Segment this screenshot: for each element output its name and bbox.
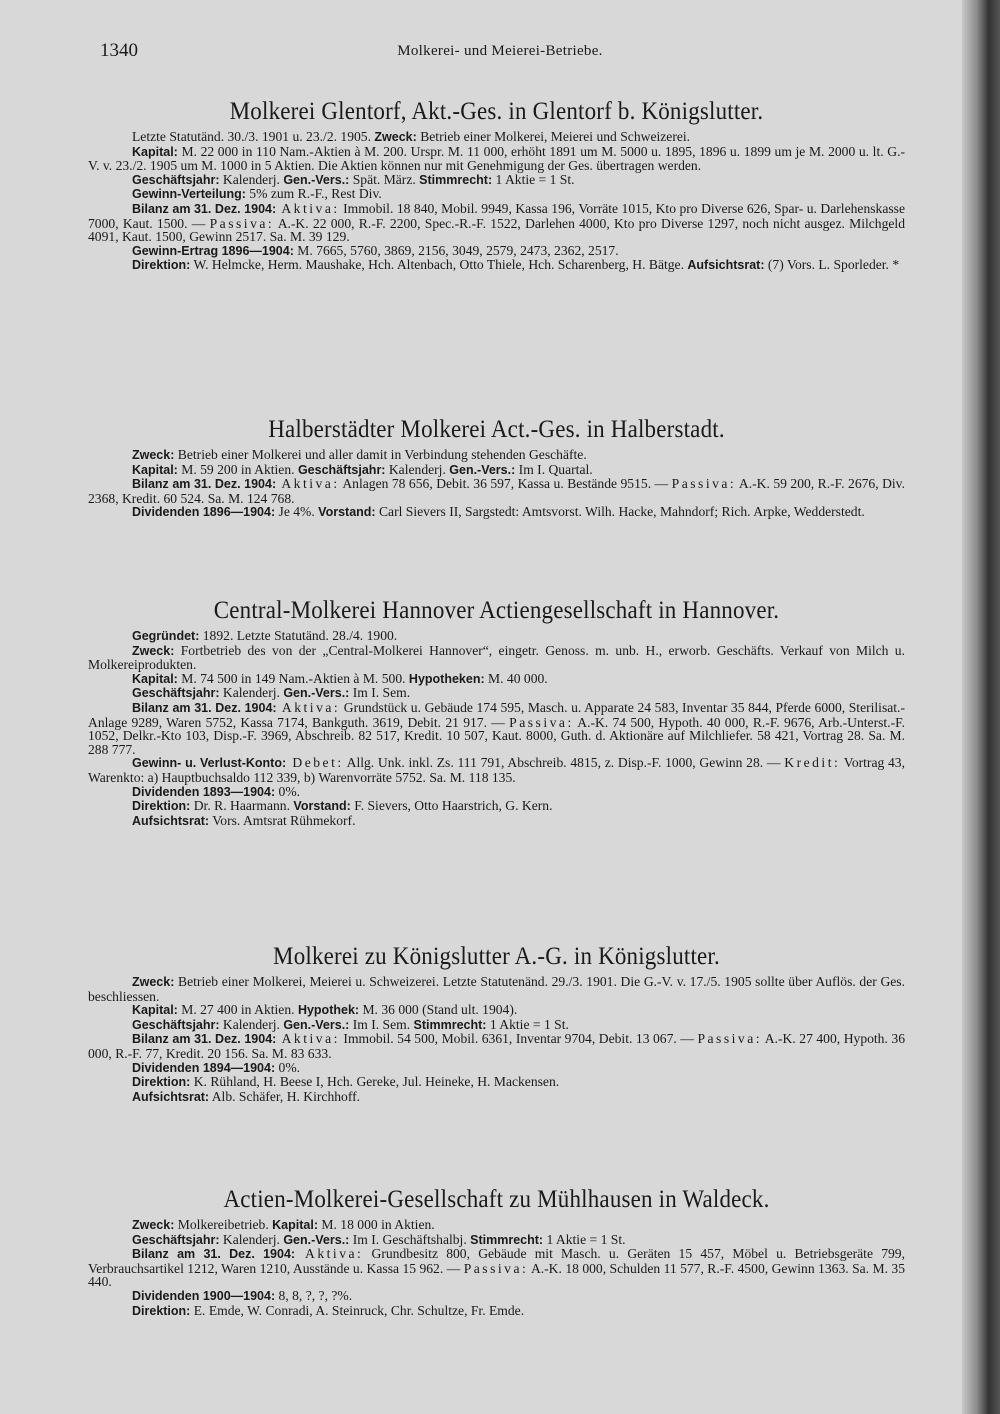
field-text: 1 Aktie = 1 St. — [486, 1016, 569, 1032]
field-text: Kalenderj. — [385, 461, 450, 477]
entry-body — [88, 1218, 905, 1318]
field-text: Kalenderj. — [219, 1016, 284, 1032]
field-text: Letzte Statutänd. 30./3. 1901 u. 23./2. 1905. — [132, 129, 375, 144]
entry-paragraph — [88, 1304, 905, 1319]
entry-paragraph — [88, 799, 905, 814]
field-label: Gen.-Vers.: — [283, 1232, 350, 1247]
entry-paragraph — [88, 701, 905, 756]
spaced-label: Passiva: — [209, 215, 275, 231]
field-label: Geschäftsjahr: — [132, 172, 220, 187]
spaced-label: Kredit: — [784, 755, 841, 771]
field-label: Dividenden 1893—1904: — [132, 784, 276, 799]
field-text: Grundstück u. Gebäude 174 595, Masch. u. Apparate 24 583, Inventar 35 844, Pferde 6000, Sterilisat.-Anlage 9289, Waren 5752, Kassa 7174, Bankguth. 3619, Debit. 21 917. — — [88, 699, 905, 730]
field-label: Bilanz am 31. Dez. 1904: — [132, 201, 277, 216]
field-label: Bilanz am 31. Dez. 1904: — [132, 700, 277, 715]
field-text: 0%. — [275, 783, 301, 799]
field-label: Direktion: — [132, 799, 191, 814]
field-text: A.-K. 18 000, Schulden 11 577, R.-F. 4500, Gewinn 1363. Sa. M. 35 440. — [88, 1260, 905, 1290]
entry-paragraph — [88, 173, 905, 188]
field-label: Gewinn- u. Verlust-Konto: — [132, 756, 287, 771]
spaced-label: Aktiva: — [295, 1246, 364, 1262]
entry-title: Actien-Molkerei-Gesellschaft zu Mühlhausen in Waldeck. — [223, 1186, 770, 1213]
field-label: Geschäftsjahr: — [297, 462, 386, 477]
field-label: Bilanz am 31. Dez. 1904: — [132, 1032, 277, 1047]
entry-paragraph — [88, 1018, 905, 1033]
field-text: Kalenderj. — [219, 1231, 284, 1247]
field-text: Molkereibetrieb. — [174, 1217, 273, 1232]
field-label: Dividenden 1896—1904: — [132, 505, 276, 520]
field-label: Direktion: — [132, 1303, 191, 1318]
field-label: Geschäftsjahr: — [132, 1017, 220, 1032]
field-text: Betrieb einer Molkerei und aller damit in Verbindung stehenden Geschäfte. — [174, 447, 587, 462]
entry-glentorf — [88, 98, 905, 273]
field-text: 0%. — [275, 1059, 301, 1075]
entry-paragraph — [88, 629, 905, 644]
entry-paragraph — [88, 1218, 905, 1233]
field-label: Stimmrecht: — [470, 1232, 544, 1247]
field-text: M. 40 000. — [484, 670, 548, 686]
entry-paragraph — [88, 1247, 905, 1289]
field-text: Grundbesitz 800, Gebäude mit Masch. u. Geräten 15 457, Möbel u. Betriebsgeräte 799, Verbrauchsartikel 1212, Waren 1210, Ausstände u. Kassa 15 962. — — [88, 1246, 905, 1276]
entry-paragraph — [88, 145, 905, 173]
field-text: M. 7665, 5760, 3869, 2156, 3049, 2579, 2473, 2362, 2517. — [293, 242, 619, 258]
field-label: Bilanz am 31. Dez. 1904: — [132, 1247, 296, 1262]
entry-body — [88, 975, 905, 1104]
entry-paragraph — [88, 1003, 905, 1018]
field-text: Je 4%. — [275, 504, 319, 520]
field-label: Gen.-Vers.: — [449, 462, 516, 477]
field-label: Geschäftsjahr: — [132, 1232, 220, 1247]
field-text: M. 18 000 in Aktien. — [318, 1217, 435, 1232]
field-label: Hypotheken: — [408, 671, 485, 686]
field-text: M. 36 000 (Stand ult. 1904). — [359, 1002, 518, 1018]
field-label: Gen.-Vers.: — [283, 172, 350, 187]
field-label: Gegründet: — [132, 629, 200, 643]
entry-paragraph — [88, 463, 905, 478]
field-text: E. Emde, W. Conradi, A. Steinruck, Chr. Schultze, Fr. Emde. — [190, 1302, 525, 1318]
field-label: Kapital: — [132, 462, 178, 477]
field-label: Aufsichtsrat: — [132, 813, 210, 828]
field-text: K. Rühland, H. Beese I, Hch. Gereke, Jul. Heineke, H. Mackensen. — [190, 1074, 560, 1090]
entry-halberstadt — [88, 416, 905, 520]
running-title: Molkerei- und Meierei-Betriebe. — [397, 43, 603, 59]
spaced-label: Passiva: — [463, 1260, 529, 1276]
entry-paragraph — [88, 1075, 905, 1090]
field-label: Zweck: — [132, 975, 175, 989]
field-text: Immobil. 18 840, Mobil. 9949, Kassa 196, Vorräte 1015, Kto pro Diverse 626, Spar- u. Darlehenskasse 7000, Kaut. 1500. — — [88, 200, 905, 231]
field-text: A.-K. 27 400, Hypoth. 36 000, R.-F. 77, Kredit. 20 156. Sa. M. 83 633. — [88, 1031, 905, 1061]
field-label: Zweck: — [132, 448, 175, 462]
field-label: Aufsichtsrat: — [132, 1089, 210, 1104]
spaced-label: Aktiva: — [276, 699, 341, 715]
field-text: 1892. Letzte Statutänd. 28./4. 1900. — [199, 628, 398, 643]
field-label: Vorstand: — [318, 505, 376, 520]
field-text: Im I. Sem. — [349, 1016, 414, 1032]
spaced-label: Passiva: — [671, 476, 737, 492]
field-text: Carl Sievers II, Sargstedt: Amtsvorst. Wilh. Hacke, Mahndorf; Rich. Arpke, Wedderstedt. — [375, 504, 865, 520]
entry-paragraph — [88, 448, 905, 463]
field-label: Kapital: — [132, 671, 178, 686]
field-label: Dividenden 1894—1904: — [132, 1060, 276, 1075]
field-label: Hypothek: — [297, 1003, 360, 1018]
field-label: Gen.-Vers.: — [283, 1017, 350, 1032]
entry-paragraph — [88, 258, 905, 273]
field-label: Gen.-Vers.: — [283, 686, 350, 701]
field-text: M. 59 200 in Aktien. — [177, 461, 298, 477]
entry-body — [88, 629, 905, 828]
entry-paragraph — [88, 1233, 905, 1248]
field-text: Vors. Amtsrat Rühmekorf. — [209, 812, 356, 828]
field-label: Zweck: — [374, 130, 417, 144]
entry-title: Molkerei zu Königslutter A.-G. in Königslutter. — [273, 943, 720, 970]
field-text: Vortrag 43, Warenkto: a) Hauptbuchsaldo 112 339, b) Warenvorräte 5752. Sa. M. 118 135. — [88, 755, 906, 785]
entry-paragraph — [88, 672, 905, 687]
spaced-label: Passiva: — [509, 714, 574, 730]
field-text: 1 Aktie = 1 St. — [492, 171, 575, 187]
entry-title: Halberstädter Molkerei Act.-Ges. in Halberstadt. — [268, 416, 725, 443]
field-text: A.-K. 74 500, Hypoth. 40 000, R.-F. 9676, Arb.-Unterst.-F. 1052, Delkr.-Kto 103, Disp.-F. 3969, Abschreib. 82 517, Kredit. 10 507, Kaut. 8000, Guth. d. Aktionäre auf Milchliefer. 58 421, Vortrag 28. Sa. M. 288 777. — [88, 714, 905, 757]
entry-paragraph — [88, 202, 905, 244]
entry-koenigslutter — [88, 943, 905, 1104]
entry-paragraph — [88, 1289, 905, 1304]
field-text: Anlagen 78 656, Debit. 36 597, Kassa u. Bestände 9515. — — [339, 476, 672, 492]
page-number: 1340 — [100, 40, 138, 61]
field-label: Kapital: — [272, 1218, 318, 1232]
field-text: 5% zum R.-F., Rest Div. — [245, 186, 382, 202]
entry-paragraph — [88, 785, 905, 800]
field-text: Immobil. 54 500, Mobil. 6361, Inventar 9704, Debit. 13 067. — — [339, 1031, 698, 1047]
field-text: A.-K. 59 200, R.-F. 2676, Div. 2368, Kredit. 60 524. Sa. M. 124 768. — [88, 476, 905, 506]
field-text: Betrieb einer Molkerei, Meierei und Schweizerei. — [416, 129, 691, 144]
entry-paragraph — [88, 505, 905, 520]
entry-paragraph — [88, 686, 905, 701]
entry-body — [88, 448, 905, 520]
entry-paragraph — [88, 756, 905, 784]
entry-body — [88, 130, 905, 273]
entry-hannover — [88, 597, 905, 828]
field-label: Kapital: — [132, 1003, 178, 1018]
field-text: Fortbetrieb des von der „Central-Molkerei Hannover“, eingetr. Genoss. m. unb. H., erworb. Geschäfts. Verkauf von Milch u. Molkereiprodukten. — [88, 642, 905, 673]
field-text: 8, 8, ?, ?, ?%. — [275, 1287, 353, 1303]
spaced-label: Passiva: — [697, 1031, 763, 1047]
field-label: Aufsichtsrat: — [687, 258, 765, 273]
spaced-label: Aktiva: — [276, 1031, 340, 1047]
entry-paragraph — [88, 187, 905, 202]
entry-paragraph — [88, 1032, 905, 1060]
field-text: Kalenderj. — [219, 685, 284, 701]
field-text: Im I. Sem. — [349, 685, 411, 701]
field-text: Betrieb einer Molkerei, Meierei u. Schweizerei. Letzte Statutenänd. 29./3. 1901. Die G.-V. v. 17./5. 1905 sollte über Auflös. der Ges. beschliessen. — [88, 974, 905, 1004]
entry-paragraph — [88, 975, 905, 1003]
field-label: Stimmrecht: — [419, 172, 493, 187]
spaced-label: Aktiva: — [276, 476, 340, 492]
field-text: Im I. Geschäftshalbj. — [349, 1231, 471, 1247]
entry-title: Central-Molkerei Hannover Actiengesellschaft in Hannover. — [213, 597, 780, 624]
field-text: Im I. Quartal. — [515, 461, 593, 477]
entry-muehlhausen — [88, 1186, 905, 1318]
field-text: Spät. März. — [349, 171, 420, 187]
field-text: W. Helmcke, Herm. Maushake, Hch. Altenbach, Otto Thiele, Hch. Scharenberg, H. Bätge. — [190, 257, 688, 273]
entry-paragraph — [88, 244, 905, 259]
field-text: F. Sievers, Otto Haarstrich, G. Kern. — [350, 798, 553, 814]
field-text: A.-K. 22 000, R.-F. 2200, Spec.-R.-F. 1522, Darlehen 4000, Kto pro Diverse 1297, noch nicht ausgez. Milchgeld 4091, Kaut. 1500, Gewinn 2517. Sa. M. 39 129. — [88, 215, 906, 245]
field-label: Direktion: — [132, 1075, 191, 1090]
field-label: Kapital: — [132, 144, 178, 159]
entry-paragraph — [88, 1061, 905, 1076]
field-text: M. 74 500 in 149 Nam.-Aktien à M. 500. — [177, 670, 409, 686]
field-label: Dividenden 1900—1904: — [132, 1288, 276, 1303]
field-label: Direktion: — [132, 258, 191, 273]
field-label: Gewinn-Verteilung: — [132, 187, 246, 202]
field-label: Geschäftsjahr: — [132, 686, 220, 701]
field-text: Alb. Schäfer, H. Kirchhoff. — [209, 1088, 361, 1104]
entry-paragraph — [88, 814, 905, 829]
entry-paragraph — [88, 477, 905, 505]
field-label: Bilanz am 31. Dez. 1904: — [132, 477, 277, 492]
field-label: Stimmrecht: — [413, 1017, 487, 1032]
field-text: 1 Aktie = 1 St. — [543, 1231, 626, 1247]
entry-paragraph — [88, 1090, 905, 1105]
entry-title: Molkerei Glentorf, Akt.-Ges. in Glentorf b. Königslutter. — [229, 98, 764, 125]
field-text: M. 27 400 in Aktien. — [177, 1002, 298, 1018]
field-text: Dr. R. Haarmann. — [190, 798, 294, 814]
field-text: (7) Vors. L. Sporleder. * — [764, 257, 900, 273]
entry-paragraph — [88, 644, 905, 672]
field-text: Kalenderj. — [219, 171, 284, 187]
field-text: M. 22 000 in 110 Nam.-Aktien à M. 200. Urspr. M. 11 000, erhöht 1891 um M. 5000 u. 1895, 1896 u. 1899 um je M. 2000 u. lt. G.-V. v. 23./2. 1905 um M. 1000 in 5 Aktien. Die Aktien können nur mit Genehmigung der Ges. übertragen werden. — [88, 143, 905, 174]
field-label: Zweck: — [132, 1218, 175, 1232]
field-label: Gewinn-Ertrag 1896—1904: — [132, 243, 294, 258]
spaced-label: Debet: — [286, 755, 344, 771]
entry-paragraph — [88, 130, 905, 145]
field-label: Vorstand: — [293, 799, 351, 814]
spaced-label: Aktiva: — [276, 200, 340, 216]
field-label: Zweck: — [132, 643, 175, 658]
field-text: Allg. Unk. inkl. Zs. 111 791, Abschreib. 4815, z. Disp.-F. 1000, Gewinn 28. — — [343, 755, 785, 771]
page-edge — [962, 0, 1000, 1414]
